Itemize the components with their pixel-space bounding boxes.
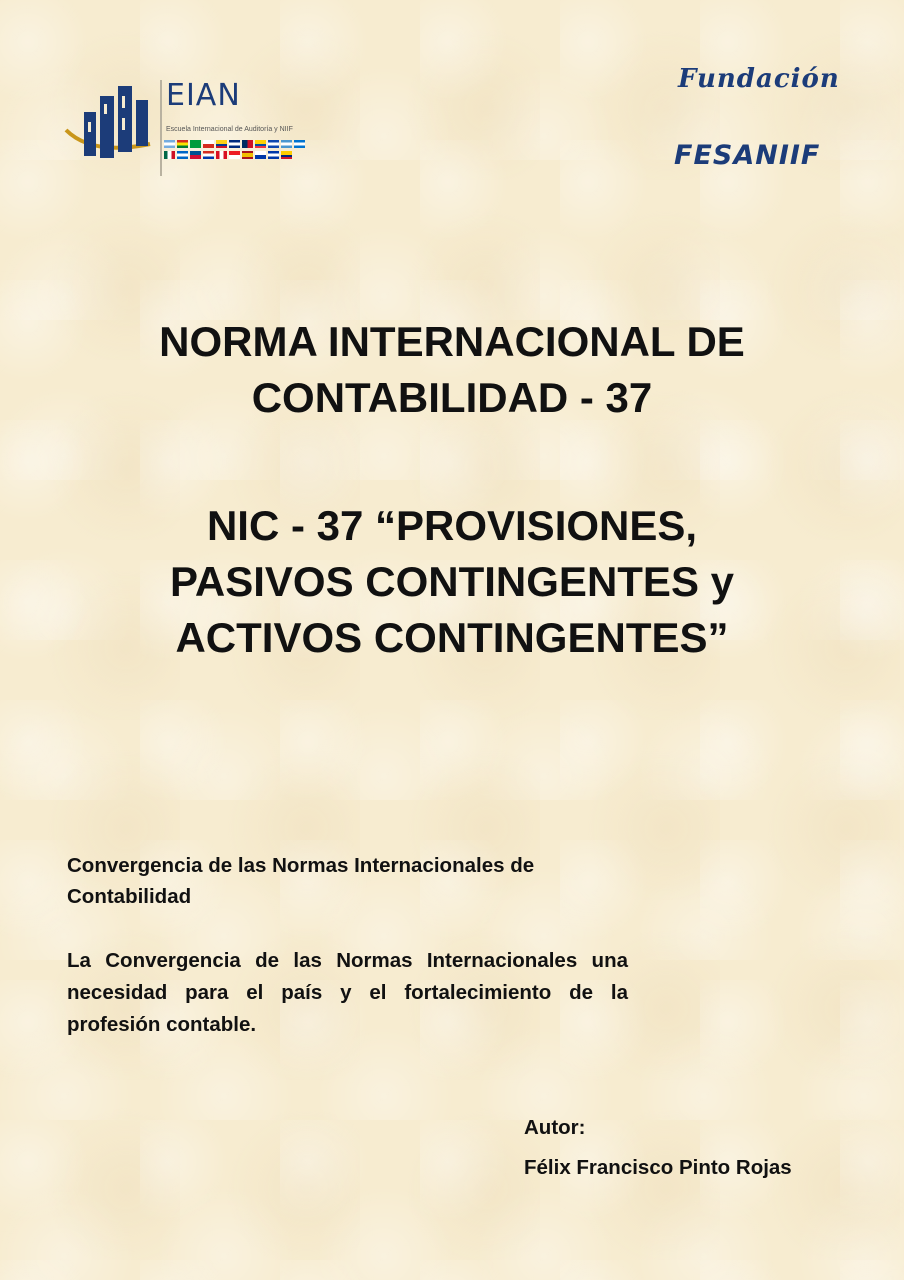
eian-tagline: Escuela Internacional de Auditoría y NIIF <box>166 126 293 133</box>
secondary-title <box>60 498 844 666</box>
subtitle <box>67 850 627 912</box>
main-title <box>60 314 844 426</box>
subtitle-line: Convergencia de las Normas Internacionales de <box>67 854 535 877</box>
author-label: Autor: <box>524 1116 586 1139</box>
eian-name: EIAN <box>166 78 241 113</box>
fundacion-label: Fundación <box>678 64 840 94</box>
author-name: Félix Francisco Pinto Rojas <box>524 1156 792 1179</box>
title-line: NORMA INTERNACIONAL DE <box>159 318 745 365</box>
title-line: ACTIVOS CONTINGENTES” <box>175 614 729 661</box>
country-flags <box>164 140 314 162</box>
title-line: PASIVOS CONTINGENTES y <box>170 558 734 605</box>
fesaniif-logo: FESANIIF <box>674 140 821 171</box>
intro-paragraph: La Convergencia de las Normas Internacionales una necesidad para el país y el fortalecimiento de la profesión contable. <box>67 949 628 1036</box>
title-line: CONTABILIDAD - 37 <box>251 374 653 421</box>
eian-building-icon <box>62 78 154 174</box>
logo-divider <box>160 80 162 176</box>
title-line: NIC - 37 “PROVISIONES, <box>206 502 698 549</box>
subtitle-line: Contabilidad <box>67 885 192 908</box>
eian-logo <box>62 74 322 184</box>
